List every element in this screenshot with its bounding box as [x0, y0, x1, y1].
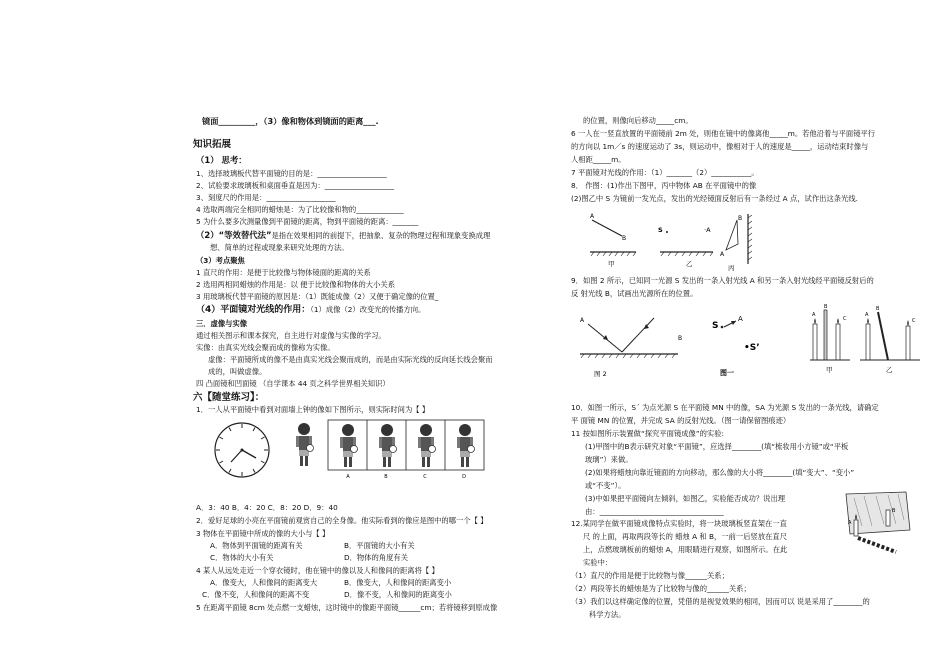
q2: 2．爱好足球的小亮在平面镜前观赏自己的全身像。他实际看到的像应是图中的哪一个【 】: [196, 516, 488, 525]
equiv-heading: （2）“等效替代法”: [196, 230, 272, 240]
equiv-text: 是指在效果相同的前提下，把抽象、复杂的物理过程和现象变换成理: [271, 231, 491, 240]
mirror-text: （1）成像（2）改变光的传播方向。: [310, 305, 426, 314]
figure-label-b: B: [384, 474, 388, 480]
svg-text:A: A: [720, 251, 725, 258]
candle-figures: [810, 304, 930, 380]
q7: 7 平面镜对光线的作用：（1）_______（2）___________。: [571, 168, 759, 177]
q6-line1: 6 一人在一竖直放置的平面镜前 2m 处，则他在镜中的像离他_____m。若他沿着与平面镜平行: [571, 129, 876, 138]
think-heading: （1） 思考：: [196, 155, 247, 165]
think-item: 3、刻度尺的作用是：___________________: [196, 193, 336, 202]
q11-part3: (3)中如果把平面镜向左倾斜，如图乙，实验能否成功？说出理: [585, 494, 786, 503]
practice-heading: 六【随堂练习】：: [193, 392, 265, 403]
equiv-line: [196, 231, 490, 241]
svg-text:A: A: [580, 317, 585, 324]
virtual-heading: 三．虚像与实像: [196, 319, 248, 328]
svg-text:C: C: [843, 316, 847, 322]
focus-heading: （3）考点聚焦: [196, 256, 245, 265]
virtual-line: 四 凸面镜和凹面镜 （自学课本 44 页之科学世界相关知识）: [196, 379, 390, 388]
svg-text:B: B: [678, 335, 683, 342]
svg-text:B: B: [738, 215, 743, 222]
svg-text:C: C: [912, 318, 916, 324]
svg-text:B: B: [622, 235, 627, 242]
section-title-expand: 知识拓展: [193, 139, 232, 150]
q12-part2: （2）两段等长的蜡烛是为了比较物与像的______关系；: [571, 584, 751, 593]
think-item: 5 为什么要多次测量像到平面镜的距离，物到平面镜的距离：_______: [196, 217, 419, 226]
q3-option-a: A．物体到平面镜的距离有关: [210, 541, 303, 550]
q12-line1: 12.某同学在做平面镜成像特点实验时，将一块玻璃板竖直架在一直: [571, 519, 787, 528]
q11-part2b: 或“不变”）。: [585, 481, 626, 490]
q11: 11 按如图所示装置做“探究平面镜成像”的实验:: [571, 429, 724, 438]
focus-item: 2 选用两相同蜡烛的作用是：以 便于比较像和物体的大小关系: [196, 280, 395, 289]
q1-options: A．3：40 B．4：20 C．8：20 D．9：40: [196, 503, 338, 512]
q12-part3: （3）我们以这样确定像的位置，凭借的是视觉效果的相同，因而可以 说是采用了________的: [571, 597, 870, 606]
experiment-figure: [836, 490, 916, 558]
mirror-line: [196, 305, 425, 315]
q8-part2: (2)图乙中 S 为镜前一发光点，发出的光经镜面反射后有一条经过 A 点，试作出这条光线.: [571, 194, 858, 203]
virtual-line: 成的，叫做虚像。: [208, 367, 267, 376]
equiv-text-2: 想、简单的过程或现象来研究处理的方法。: [210, 243, 349, 252]
q3: 3 物体在平面镜中所成的像的大小与【 】: [196, 529, 330, 538]
figure-yi-label: 乙: [686, 260, 693, 268]
q8-figures: [588, 208, 758, 272]
figure-label-c: C: [423, 474, 427, 480]
q12-line2: 尺 的上面，再取两段等长的 蜡烛 A 和 B，一前一后竖放在直尺: [583, 532, 788, 541]
virtual-line: 通过相关图示和课本探究，自主进行对虚像与实像的学习。: [196, 331, 386, 340]
figure-label-d: D: [462, 474, 466, 480]
mirror-heading: （4）平面镜对光线的作用：: [196, 305, 311, 315]
q5-continued: 的位置，则像向后移动_____cm。: [583, 116, 693, 125]
svg-text:A: A: [738, 315, 743, 323]
q4-option-a: A．像变大，人和像间的距离变大: [210, 578, 318, 587]
svg-text:A: A: [812, 312, 816, 318]
figure-jia-label: 甲: [608, 260, 615, 268]
figure-2-label: 图 2: [594, 370, 607, 378]
figure-1: [708, 310, 778, 380]
focus-item: 3 用玻璃板代替平面镜的原因是：（1）既能成像（2）又便于确定像的位置_: [196, 292, 439, 301]
svg-text:B: B: [824, 304, 828, 310]
focus-item: 1 直尺的作用：是便于比较像与物体镜面的距离的关系: [196, 268, 371, 277]
think-item: 2、试验要求玻璃板和桌面垂直是因为：___________________: [196, 181, 395, 190]
q12-part3b: 科学方法。: [589, 610, 626, 619]
q4-option-d: D．像不变，人和像间的距离变小: [344, 590, 452, 599]
q8: 8． 作图：(1)作出下图甲，丙中物体 AB 在平面镜中的像: [571, 181, 757, 190]
q3-option-d: D．物体的角度有关: [344, 553, 408, 562]
q11-part1: (1)甲图中的B表示研究对象“平面镜”，应选择________(填“梳妆用小方镜”或“平板: [585, 442, 849, 451]
virtual-line: 实像：由真实光线会聚而成的像称为实像。: [196, 343, 335, 352]
q9-line1: 9．如图 2 所示，已知同一光源 S 发出的一条入射光线 A 和另一条入射光线经平面镜反射后的: [571, 276, 874, 285]
q11-part2: (2)如果将蜡烛向靠近镜面的方向移动，那么像的大小将________(填“变大”、“变小”: [585, 468, 855, 477]
q11-part3b: 由：__________________________________: [585, 507, 724, 516]
virtual-line: 虚像：平面镜所成的像不是由真实光线会聚而成的，而是由实际光线的反向延长线会聚而: [208, 355, 493, 364]
figure-bing-label: 丙: [728, 264, 735, 272]
figure-1-label: 图一: [720, 369, 734, 377]
figure-2: [578, 304, 693, 380]
svg-text:B: B: [892, 508, 896, 514]
candle-fig-jia-label: 甲: [826, 366, 833, 374]
svg-text:B: B: [876, 306, 880, 312]
think-item: 1、选择玻璃板代替平面镜的目的是：___________________: [196, 169, 387, 178]
q3-option-c: C．物体的大小有关: [210, 553, 274, 562]
svg-text:·A: ·A: [704, 226, 711, 234]
q3-option-b: B．平面镜的大小有关: [344, 541, 415, 550]
svg-text:S: S: [712, 321, 719, 331]
svg-text:A: A: [848, 520, 852, 526]
q12-line3: 上，点燃玻璃板前的蜡烛 A，用眼睛进行观察，如图所示。在此: [583, 545, 788, 554]
svg-text:S: S: [658, 226, 663, 234]
svg-text:•S’: •S’: [744, 343, 760, 353]
q5: 5 在距离平面镜 8cm 处点燃一支蜡烛，这时镜中的像距平面镜______cm；若将镜移到原成像: [196, 603, 498, 612]
q12-part1: （1）直尺的作用是便于比较物与像______关系；: [571, 571, 729, 580]
q10-line1: 10．如图一所示，S´ 为点光源 S 在平面镜 MN 中的像，SA 为光源 S 发出的一条光线，请确定: [571, 403, 879, 412]
figure-label-a: A: [346, 474, 350, 480]
q9-line2: 反 射光线 B，试画出光源所在的位置。: [571, 289, 698, 298]
q12-line4: 实验中：: [583, 558, 613, 567]
q10-line2: 平 面镜 MN 的位置，并完成 SA 的反射光线。（图一请保留图痕迹）: [571, 416, 791, 425]
svg-text:A: A: [865, 312, 869, 318]
svg-text:A: A: [590, 213, 595, 220]
q4-option-b: B．像变大，人和像间的距离变小: [344, 578, 452, 587]
candle-fig-yi-label: 乙: [886, 366, 893, 374]
q6-line2: 的方向以 1m／s 的速度运动了 3s，则运动中，像相对于人的速度是_____，运动结束时像与: [571, 142, 869, 151]
q4: 4 某人从远处走近一个穿衣镜时，他在镜中的像以及人和像间的距离将【 】: [196, 566, 439, 575]
q6-line3: 人相距_____m。: [571, 155, 626, 164]
q4-option-c: C．像不变，人和像间的距离不变: [202, 590, 310, 599]
q11-part1b: 玻璃”）来做。: [585, 455, 633, 464]
clock-figure: [212, 420, 272, 480]
think-item: 4 选取两端完全相同的蜡烛是：为了比较像和物的_____________: [196, 205, 404, 214]
q1: 1．一人从平面镜中看到对面墙上钟的像如下图所示，则实际时间为【 】: [196, 405, 430, 414]
soccer-figures: [288, 418, 488, 480]
top-line: 镜面_________，（3）像和物体到镜面的距离___.: [202, 116, 379, 126]
